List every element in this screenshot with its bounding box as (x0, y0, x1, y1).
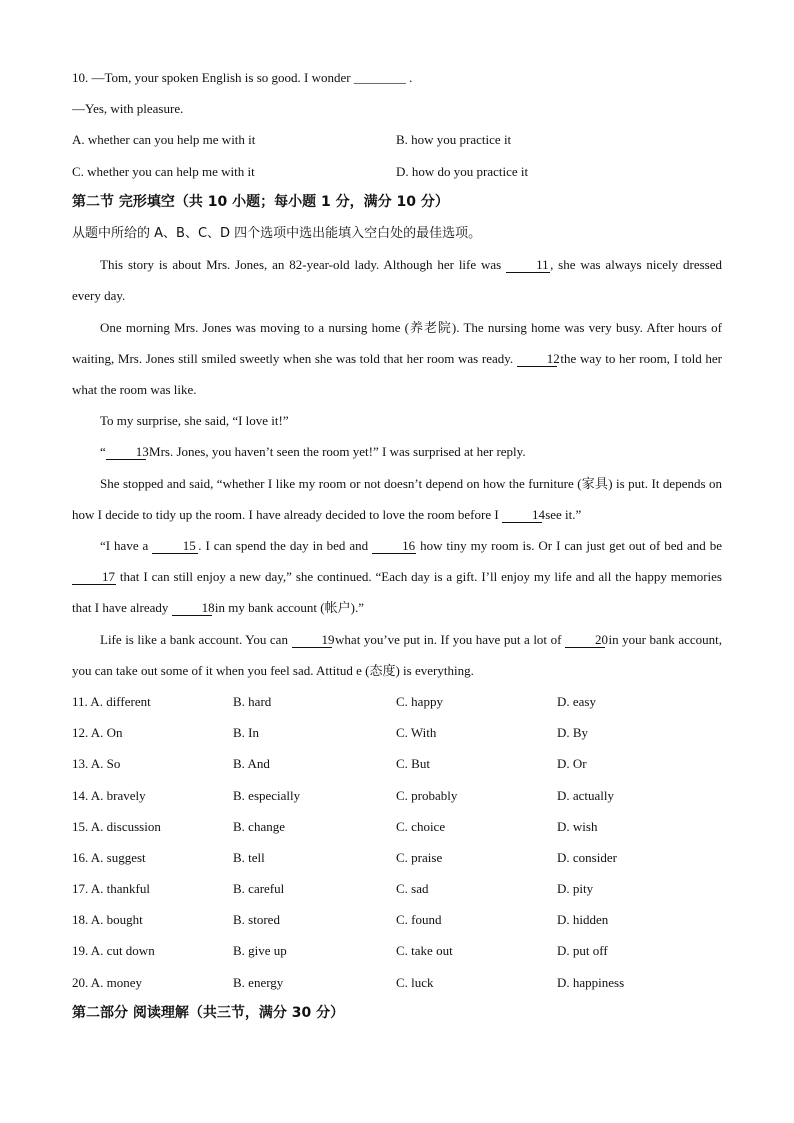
choice-19-d: D. put off (557, 943, 608, 959)
choice-18-d: D. hidden (557, 912, 609, 928)
p2-text-c: the way to her room, I told her what the room was like. (72, 350, 722, 397)
blank-18: 18 (172, 601, 212, 616)
p6-text-c: . I can spend the day in bed and (198, 537, 369, 553)
passage-paragraph-7 (72, 624, 722, 686)
p4-text-a: “ (100, 444, 106, 460)
blank-20: 20 (565, 633, 605, 648)
q10-reply: —Yes, with pleasure. (72, 101, 184, 117)
choice-13-b: B. And (233, 756, 270, 772)
section2-heading: 第二节 完形填空（共 10 小题；每小题 1 分，满分 10 分） (72, 193, 449, 210)
p1-text-a: This story is about Mrs. Jones, an 82-year-old lady. Although her life was (100, 257, 502, 273)
exam-page (72, 62, 722, 1029)
choice-16-b: B. tell (233, 849, 265, 865)
part2-heading: 第二部分 阅读理解（共三节，满分 30 分） (72, 1004, 345, 1021)
p6-text-e: that I can still enjoy a new day,” she continued. “Each day is a gift. I’ll enjoy my life and all the happy memories that I have already (72, 569, 722, 616)
choice-13-d: D. Or (557, 756, 587, 772)
p5-text-a: She stopped and said, “whether I like my room or not doesn’t depend on how the furniture (家具) is put. It depends on how I decide to tidy up the room. I have already decided to love the room before I (72, 475, 722, 522)
p5-text-c: see it.” (545, 506, 582, 522)
choice-15-a: 15. A. discussion (72, 818, 161, 834)
p7-text-c: what you’ve put in. If you have put a lot of (335, 631, 562, 647)
q10-option-a: A. whether can you help me with it (72, 132, 256, 148)
blank-17: 17 (72, 570, 116, 585)
choice-12-d: D. By (557, 725, 589, 741)
choice-15-d: D. wish (557, 818, 598, 834)
p6-text-d: how tiny my room is. Or I can just get out of bed and be (420, 537, 722, 553)
choice-20-c: C. luck (396, 974, 434, 990)
choice-18-a: 18. A. bought (72, 912, 143, 928)
blank-14: 14 (502, 508, 542, 523)
choice-row-14 (72, 780, 722, 811)
choice-17-b: B. careful (233, 881, 285, 897)
choice-12-c: C. With (396, 725, 437, 741)
choice-17-a: 17. A. thankful (72, 881, 150, 897)
p6-text-f: in my bank account (帐户).” (214, 600, 364, 616)
choice-14-d: D. actually (557, 787, 615, 803)
choice-11-a: 11. A. different (72, 693, 151, 709)
choice-20-a: 20. A. money (72, 974, 143, 990)
q10-stem-text: 10. —Tom, your spoken English is so good. I wonder (72, 70, 351, 85)
q10-option-b: B. how you practice it (396, 132, 512, 148)
choice-15-b: B. change (233, 818, 285, 834)
choice-11-d: D. easy (557, 693, 596, 709)
choices-list (72, 686, 722, 998)
blank-15: 15 (152, 539, 198, 554)
q10-option-c: C. whether you can help me with it (72, 163, 255, 179)
p1-text-c: , she was always nicely dressed every day. (72, 257, 722, 304)
q10-blank: ________ (353, 70, 406, 85)
choice-12-b: B. In (233, 725, 259, 741)
choice-row-15 (72, 811, 722, 842)
choice-11-b: B. hard (233, 693, 272, 709)
p7-text-a: Life is like a bank account. You can (100, 631, 288, 647)
choice-row-19 (72, 935, 722, 966)
q10-options-row-2 (72, 156, 722, 187)
choice-16-d: D. consider (557, 849, 617, 865)
choice-12-a: 12. A. On (72, 725, 123, 741)
blank-12: 12 (517, 352, 557, 367)
choice-row-20 (72, 967, 722, 998)
choice-17-c: C. sad (396, 881, 429, 897)
choice-14-a: 14. A. bravely (72, 787, 146, 803)
choice-20-b: B. energy (233, 974, 284, 990)
choice-18-b: B. stored (233, 912, 280, 928)
choice-row-17 (72, 873, 722, 904)
passage-paragraph-6 (72, 530, 722, 624)
choice-19-a: 19. A. cut down (72, 943, 155, 959)
choice-18-c: C. found (396, 912, 442, 928)
choice-19-b: B. give up (233, 943, 287, 959)
choice-16-a: 16. A. suggest (72, 849, 146, 865)
choice-16-c: C. praise (396, 849, 443, 865)
choice-15-c: C. choice (396, 818, 446, 834)
passage-paragraph-4 (72, 436, 722, 467)
blank-16: 16 (372, 539, 416, 554)
choice-20-d: D. happiness (557, 974, 625, 990)
choice-13-a: 13. A. So (72, 756, 121, 772)
choice-row-12 (72, 717, 722, 748)
section2-instruction: 从题中所给的 A、B、C、D 四个选项中选出能填入空白处的最佳选项。 (72, 225, 482, 241)
choice-17-d: D. pity (557, 881, 594, 897)
q10-options-row-1 (72, 124, 722, 155)
choice-14-c: C. probably (396, 787, 458, 803)
passage-paragraph-5 (72, 468, 722, 530)
blank-13: 13 (106, 445, 146, 460)
choice-19-c: C. take out (396, 943, 453, 959)
q10-stem (72, 62, 722, 93)
choice-row-16 (72, 842, 722, 873)
passage-paragraph-1 (72, 249, 722, 311)
choice-14-b: B. especially (233, 787, 301, 803)
passage-paragraph-2 (72, 312, 722, 406)
blank-19: 19 (292, 633, 332, 648)
q10-option-d: D. how do you practice it (396, 163, 529, 179)
choice-11-c: C. happy (396, 693, 443, 709)
p7-text-d: in your bank account, you can take out some of it when you feel sad. Attitud e (态度) is everything. (72, 631, 723, 678)
choice-row-11 (72, 686, 722, 717)
q10-stem-end: . (409, 70, 413, 85)
choice-13-c: C. But (396, 756, 430, 772)
blank-11: 11 (506, 258, 550, 273)
choice-row-13 (72, 748, 722, 779)
p4-text-c: Mrs. Jones, you haven’t seen the room yet!” I was surprised at her reply. (149, 444, 526, 460)
p6-text-a: “I have a (100, 537, 149, 553)
passage-paragraph-3: To my surprise, she said, “I love it!” (100, 413, 289, 429)
choice-row-18 (72, 904, 722, 935)
p2-text-a: One morning Mrs. Jones was moving to a nursing home (养老院). The nursing home was very busy. After hours of waiting, Mrs. Jones still smiled sweetly when she was told that her room was ready. (72, 319, 722, 366)
